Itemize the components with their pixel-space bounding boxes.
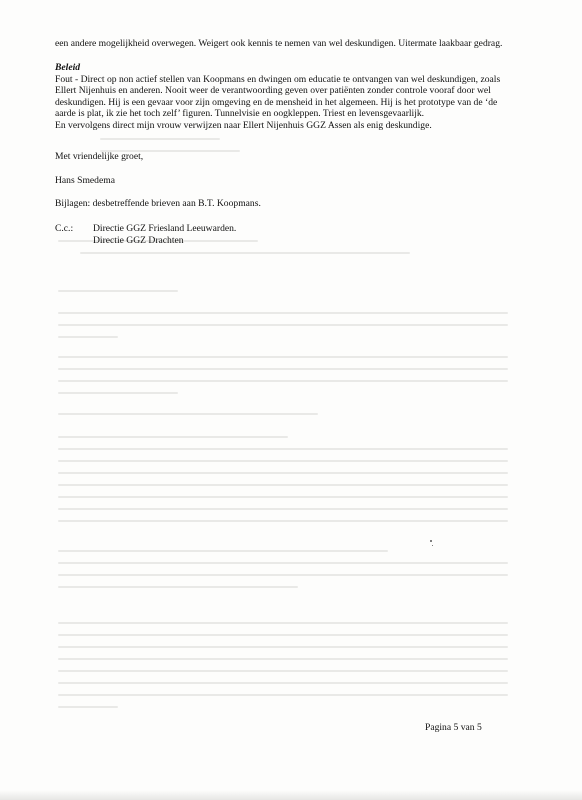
show-through-mark	[58, 356, 508, 358]
show-through-mark	[58, 436, 288, 438]
signature-name: Hans Smedema	[55, 175, 115, 186]
show-through-mark	[100, 138, 220, 140]
cc-recipient: Directie GGZ Drachten	[93, 234, 184, 246]
show-through-mark	[58, 380, 508, 382]
show-through-mark	[58, 460, 508, 462]
show-through-mark	[58, 520, 508, 522]
cc-recipient: Directie GGZ Friesland Leeuwarden.	[93, 223, 237, 234]
show-through-mark	[58, 646, 508, 648]
policy-line: aarde is plat, ik zie het toch zelf’ figuren. Tunnelvisie en oogkleppen. Triest en levensgevaarlijk.	[55, 108, 425, 120]
intro-paragraph	[55, 38, 525, 50]
show-through-mark	[58, 562, 508, 564]
policy-section	[55, 62, 525, 132]
show-through-mark	[58, 312, 508, 314]
show-through-mark	[58, 472, 508, 474]
show-through-mark	[58, 392, 178, 394]
show-through-mark	[58, 574, 508, 576]
show-through-mark	[58, 694, 508, 696]
intro-line: een andere mogelijkheid overwegen. Weigert ook kennis te nemen van wel deskundigen. Uitermate laakbaar gedrag.	[55, 38, 503, 49]
show-through-mark	[58, 622, 508, 624]
show-through-mark	[80, 252, 410, 254]
policy-line: Ellert Nijenhuis en anderen. Nooit weer de verantwoording geven over patiënten zonder controle vooraf door wel	[55, 85, 491, 97]
attachments-text: Bijlagen: desbetreffende brieven aan B.T. Koopmans.	[55, 198, 261, 209]
cc-label: C.c.:	[55, 223, 74, 234]
show-through-mark	[58, 550, 388, 552]
show-through-mark	[58, 682, 508, 684]
scan-speck	[432, 545, 433, 546]
show-through-mark	[58, 324, 508, 326]
show-through-mark	[58, 413, 318, 415]
show-through-mark	[58, 290, 178, 292]
signature-block	[55, 175, 525, 187]
show-through-mark	[58, 336, 118, 338]
show-through-mark	[58, 484, 508, 486]
show-through-mark	[58, 496, 508, 498]
closing-greeting: Met vriendelijke groet,	[55, 151, 144, 162]
show-through-mark	[58, 508, 508, 510]
closing	[55, 151, 525, 163]
show-through-mark	[58, 658, 508, 660]
scan-speck	[430, 540, 432, 542]
policy-line: En vervolgens direct mijn vrouw verwijzen naar Ellert Nijenhuis GGZ Assen als enig deskundige.	[55, 119, 432, 131]
policy-line: Fout - Direct op non actief stellen van Koopmans en dwingen om educatie te ontvangen van wel deskundigen, zoals	[55, 73, 501, 85]
attachments-note	[55, 198, 525, 210]
show-through-mark	[58, 634, 508, 636]
show-through-mark	[58, 586, 298, 588]
policy-line: deskundigen. Hij is een gevaar voor zijn omgeving en de mensheid in het algemeen. Hij is het prototype van de ‘de	[55, 96, 498, 108]
cc-block	[55, 223, 525, 246]
show-through-mark	[58, 368, 508, 370]
show-through-mark	[58, 670, 508, 672]
show-through-mark	[58, 448, 508, 450]
scan-bottom-edge	[0, 790, 582, 800]
show-through-mark	[58, 706, 118, 708]
policy-heading: Beleid	[55, 62, 81, 73]
page-number: Pagina 5 van 5	[425, 722, 482, 733]
